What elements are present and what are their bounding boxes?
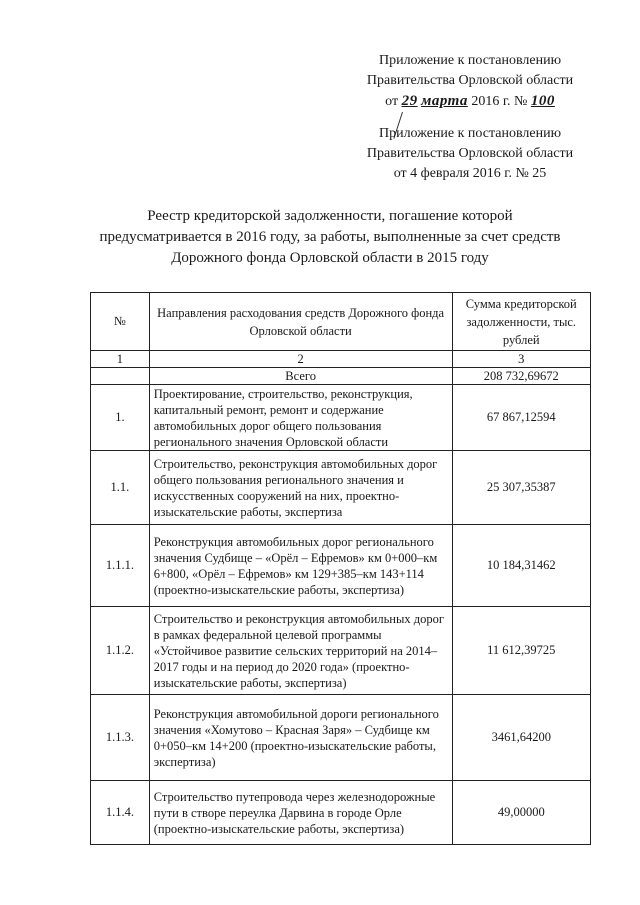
header-sum: Сумма кредиторской задолженности, тыс. рублей (452, 293, 591, 351)
handwritten-month: марта (421, 93, 468, 109)
table-row: 1.1.1. Реконструкция автомобильных дорог регионального значения Судбище – «Орёл – Ефремов» км 0+000–км 6+800, «Орёл – Ефремов» км 129+385–км 143+114 (проектно-изыскательские работы, экспертиза) 10 184,31462 (91, 525, 591, 607)
registry-table (90, 292, 591, 845)
table-row: 1.1. Строительство, реконструкция автомобильных дорог общего пользования регионального значения и искусственных сооружений на них, проектно-изыскательские работы, экспертиза 25 307,35387 (91, 451, 591, 525)
handwritten-number: 100 (530, 93, 555, 109)
header-old-line3: от 4 февраля 2016 г. № 25 (393, 166, 547, 181)
header-old-line2: Правительства Орловской области (366, 146, 574, 161)
table-row: 1.1.3. Реконструкция автомобильной дороги регионального значения «Хомутово – Красная Заря» – Судбище км 0+050–км 14+200 (проектно-изыскательские работы, экспертиза) 3461,64200 (91, 695, 591, 781)
document-title: Реестр кредиторской задолженности, погашение которой предусматривается в 2016 году, за работы, выполненные за счет средств Дорожного фонда Орловской области в 2015 году (99, 208, 561, 266)
handwritten-day: 29 (401, 93, 418, 109)
header-old (320, 124, 620, 184)
column-numbers-row: 1 2 3 (91, 351, 591, 368)
table-row: 1.1.2. Строительство и реконструкция автомобильных дорог в рамках федеральной целевой программы «Устойчивое развитие сельских территорий на 2014–2017 годы и на период до 2020 года» (проектно-изыскательские работы, экспертиза) 11 612,39725 (91, 607, 591, 695)
header-new-line2: Правительства Орловской области (366, 73, 574, 88)
total-label: Всего (149, 368, 452, 385)
table-header-row (91, 293, 591, 351)
header-direction: Направления расходования средств Дорожного фонда Орловской области (149, 293, 452, 351)
header-old-line1: Приложение к постановлению (378, 126, 562, 141)
table-row: 1.1.4. Строительство путепровода через железнодорожные пути в створе переулка Дарвина в городе Орле (проектно-изыскательские работы, экспертиза) 49,00000 (91, 781, 591, 845)
table-row: 1. Проектирование, строительство, реконструкция, капитальный ремонт, ремонт и содержание автомобильных дорог общего пользования регионального значения Орловской области 67 867,12594 (91, 385, 591, 451)
header-num: № (91, 293, 150, 351)
header-new (320, 51, 620, 112)
total-row (91, 368, 591, 385)
header-new-line1: Приложение к постановлению (378, 53, 562, 68)
total-sum: 208 732,69672 (452, 368, 591, 385)
header-new-date: от 29 марта 2016 г. № 100 (385, 93, 555, 109)
